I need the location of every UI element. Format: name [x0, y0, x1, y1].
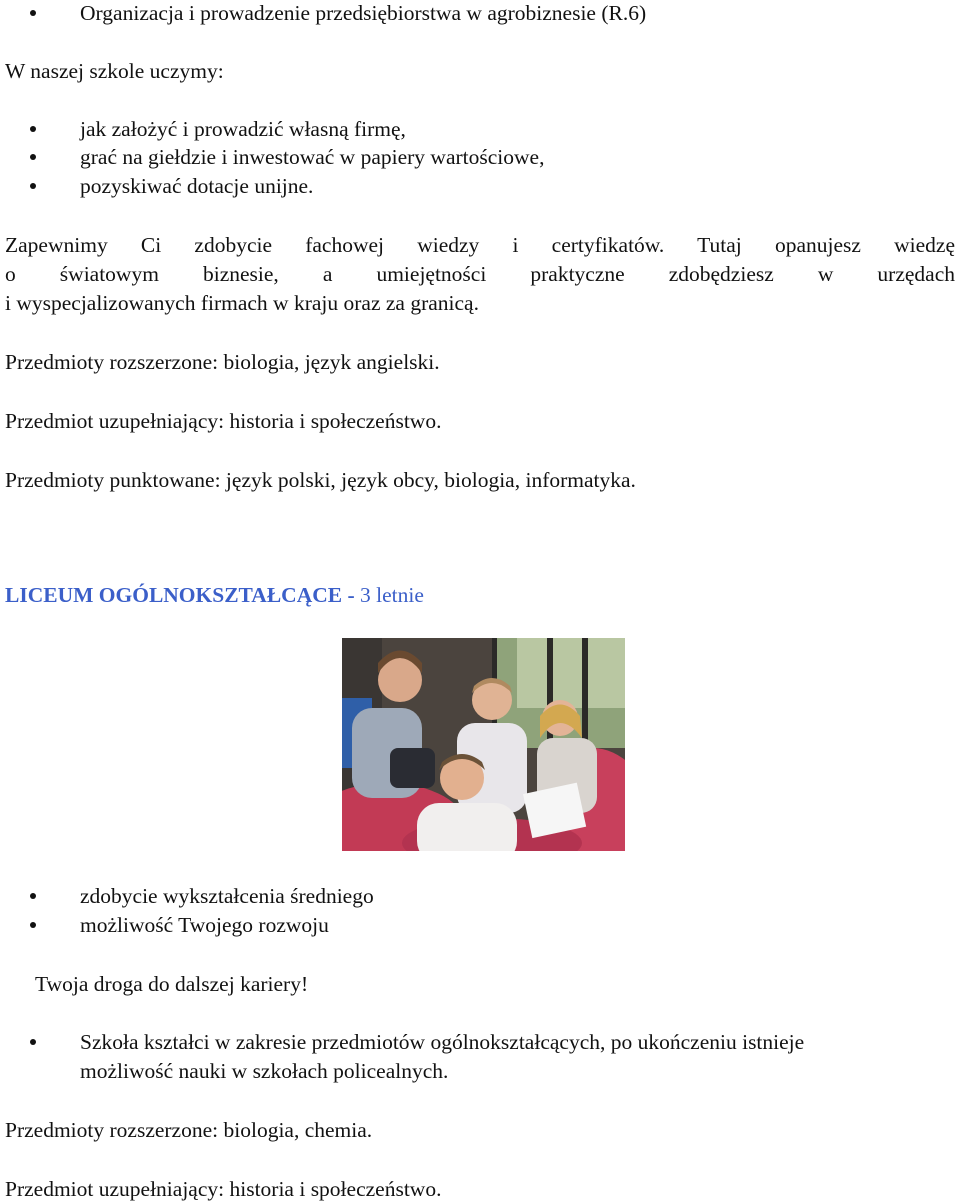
section-heading-title: LICEUM OGÓLNOKSZTAŁCĄCE - — [5, 583, 355, 607]
list-item-text: możliwość Twojego rozwoju — [80, 913, 329, 937]
list-item-text: Szkoła kształci w zakresie przedmiotów ogólnokształcących, po ukończeniu istnieje — [80, 1030, 805, 1054]
paragraph-line: i wyspecjalizowanych firmach w kraju oraz za granicą. — [5, 291, 479, 315]
list-item-text: Organizacja i prowadzenie przedsiębiorstwa w agrobiznesie (R.6) — [80, 1, 647, 25]
bullet-icon — [30, 893, 36, 899]
list-item-text: grać na giełdzie i inwestować w papiery wartościowe, — [80, 145, 545, 169]
subjects-supplementary: Przedmiot uzupełniający: historia i społeczeństwo. — [5, 1177, 442, 1201]
list-item-continuation: możliwość nauki w szkołach policealnych. — [80, 1059, 449, 1083]
learn-intro: W naszej szkole uczymy: — [5, 59, 224, 83]
tagline: Twoja droga do dalszej kariery! — [35, 972, 309, 996]
subjects-scored: Przedmioty punktowane: język polski, język obcy, biologia, informatyka. — [5, 468, 636, 492]
subjects-supplementary: Przedmiot uzupełniający: historia i społeczeństwo. — [5, 409, 442, 433]
paragraph-line: Zapewnimy Ci zdobycie fachowej wiedzy i certyfikatów. Tutaj opanujesz wiedzę — [5, 233, 955, 257]
bullet-icon — [30, 154, 36, 160]
section-heading — [5, 582, 424, 608]
students-photo — [342, 638, 625, 851]
section-heading-duration: 3 letnie — [360, 583, 424, 607]
paragraph-line: o światowym biznesie, a umiejętności praktyczne zdobędziesz w urzędach — [5, 262, 955, 286]
subjects-extended: Przedmioty rozszerzone: biologia, język angielski. — [5, 350, 440, 374]
list-item-text: pozyskiwać dotacje unijne. — [80, 174, 314, 198]
bullet-icon — [30, 10, 36, 16]
students-photo-illustration — [342, 638, 625, 851]
bullet-icon — [30, 1039, 36, 1045]
list-item-text: jak założyć i prowadzić własną firmę, — [80, 117, 406, 141]
bullet-icon — [30, 922, 36, 928]
list-item-text: zdobycie wykształcenia średniego — [80, 884, 374, 908]
bullet-icon — [30, 126, 36, 132]
bullet-icon — [30, 183, 36, 189]
subjects-extended: Przedmioty rozszerzone: biologia, chemia. — [5, 1118, 373, 1142]
